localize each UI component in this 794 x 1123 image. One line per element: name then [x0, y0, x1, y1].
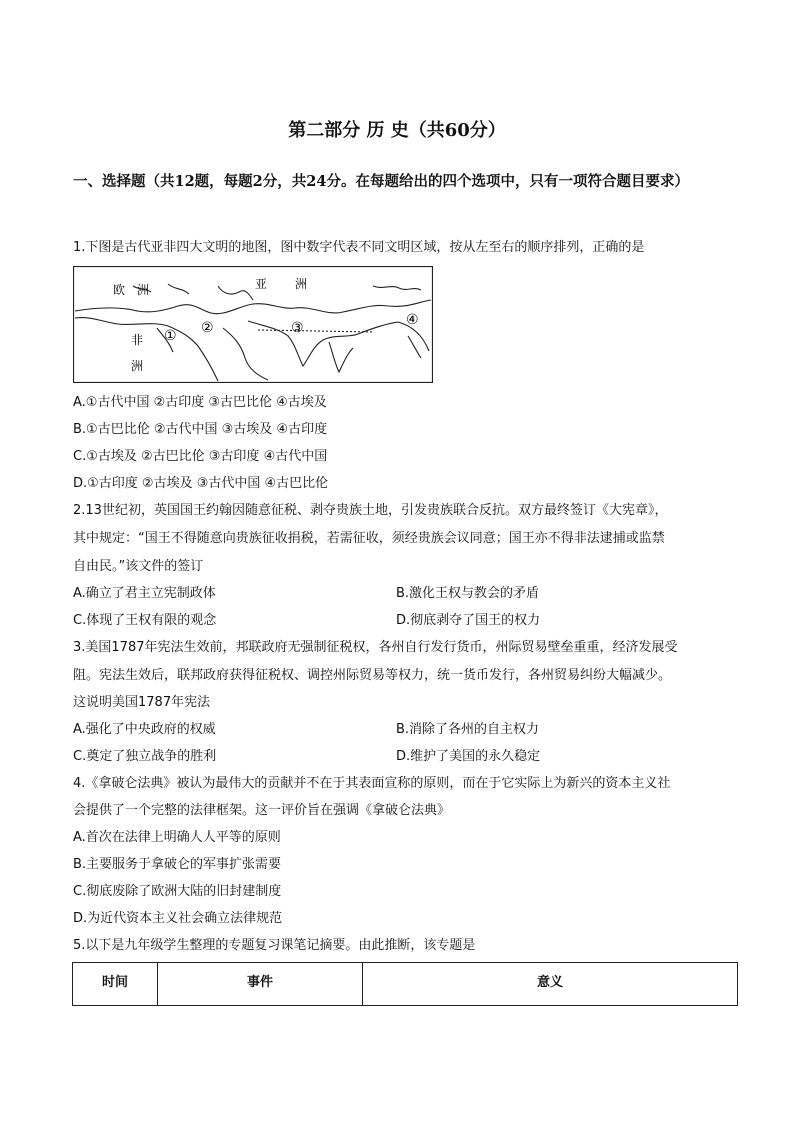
- question-5-stem: 5.以下是九年级学生整理的专题复习课笔记摘要。由此推断，该专题是: [73, 938, 476, 953]
- q4-option-d: D.为近代资本主义社会确立法律规范: [73, 911, 283, 926]
- question-1-stem: 1.下图是古代亚非四大文明的地图，图中数字代表不同文明区域，按从左至右的顺序排列，正确的是: [73, 240, 645, 255]
- question-4-line-2: 会提供了一个完整的法律框架。这一评价旨在强调《拿破仑法典》: [73, 803, 451, 818]
- q2-option-c: C.体现了王权有限的观念: [73, 613, 217, 628]
- map-marker-4: ④: [406, 312, 419, 328]
- q3-option-b: B.消除了各州的自主权力: [396, 722, 540, 737]
- q2-option-d: D.彻底剥夺了国王的权力: [396, 613, 541, 628]
- map-marker-1: ①: [164, 328, 177, 344]
- map-label-asia-1: 亚: [255, 277, 268, 291]
- table-header-row: [73, 963, 738, 1006]
- question-2-line-3: 自由民。”该文件的签订: [73, 559, 204, 574]
- map-label-asia-2: 洲: [295, 277, 308, 291]
- map-marker-2: ②: [201, 320, 214, 336]
- q4-option-b: B.主要服务于拿破仑的军事扩张需要: [73, 857, 282, 872]
- question-4-line-1: 4.《拿破仑法典》被认为最伟大的贡献并不在于其表面宣称的原则，而在于它实际上为新兴的资本主义社: [73, 776, 671, 791]
- table-header-event: 事件: [158, 963, 363, 1006]
- q3-option-c: C.奠定了独立战争的胜利: [73, 749, 217, 764]
- question-3-line-2: 阻。宪法生效后，联邦政府获得征税权、调控州际贸易等权力，统一货币发行，各州贸易纠纷大幅减少。: [73, 668, 672, 683]
- map-label-africa-1: 非: [131, 333, 144, 347]
- q4-option-c: C.彻底废除了欧洲大陆的旧封建制度: [73, 884, 282, 899]
- question-3-line-1: 3.美国1787年宪法生效前，邦联政府无强制征税权，各州自行发行货币，州际贸易壁垒重重，经济发展受: [73, 640, 678, 655]
- q2-option-a: A.确立了君主立宪制政体: [73, 586, 216, 601]
- q1-option-d: D.①古印度 ②古埃及 ③古代中国 ④古巴比伦: [73, 476, 329, 491]
- question-3-line-3: 这说明美国1787年宪法: [73, 695, 211, 710]
- map-label-europe: 欧 洲: [113, 283, 150, 297]
- q3-option-a: A.强化了中央政府的权威: [73, 722, 216, 737]
- question-2-line-2: 其中规定：“国王不得随意向贵族征收捐税，若需征收，须经贵族会议同意；国王亦不得非法逮捕或监禁: [73, 531, 665, 546]
- question-2-line-1: 2.13世纪初，英国国王约翰因随意征税、剥夺贵族土地，引发贵族联合反抗。双方最终签订《大宪章》，: [73, 503, 668, 518]
- review-notes-table: [72, 962, 738, 1006]
- q4-option-a: A.首次在法律上明确人人平等的原则: [73, 830, 281, 845]
- q1-option-c: C.①古埃及 ②古巴比伦 ③古印度 ④古代中国: [73, 449, 328, 464]
- map-label-africa-2: 洲: [131, 359, 144, 373]
- section-heading: 一、选择题（共12题，每题2分，共24分。在每题给出的四个选项中，只有一项符合题目要求）: [73, 173, 689, 190]
- q1-option-a: A.①古代中国 ②古印度 ③古巴比伦 ④古埃及: [73, 395, 327, 410]
- q1-option-b: B.①古巴比伦 ②古代中国 ③古埃及 ④古印度: [73, 422, 328, 437]
- page-title: 第二部分 历 史（共60分）: [288, 120, 506, 141]
- table-header-time: 时间: [73, 963, 158, 1006]
- q2-option-b: B.激化王权与教会的矛盾: [396, 586, 540, 601]
- table-header-significance: 意义: [363, 963, 738, 1006]
- ancient-civilizations-map: [73, 266, 433, 383]
- q3-option-d: D.维护了美国的永久稳定: [396, 749, 541, 764]
- map-marker-3: ③: [291, 320, 304, 336]
